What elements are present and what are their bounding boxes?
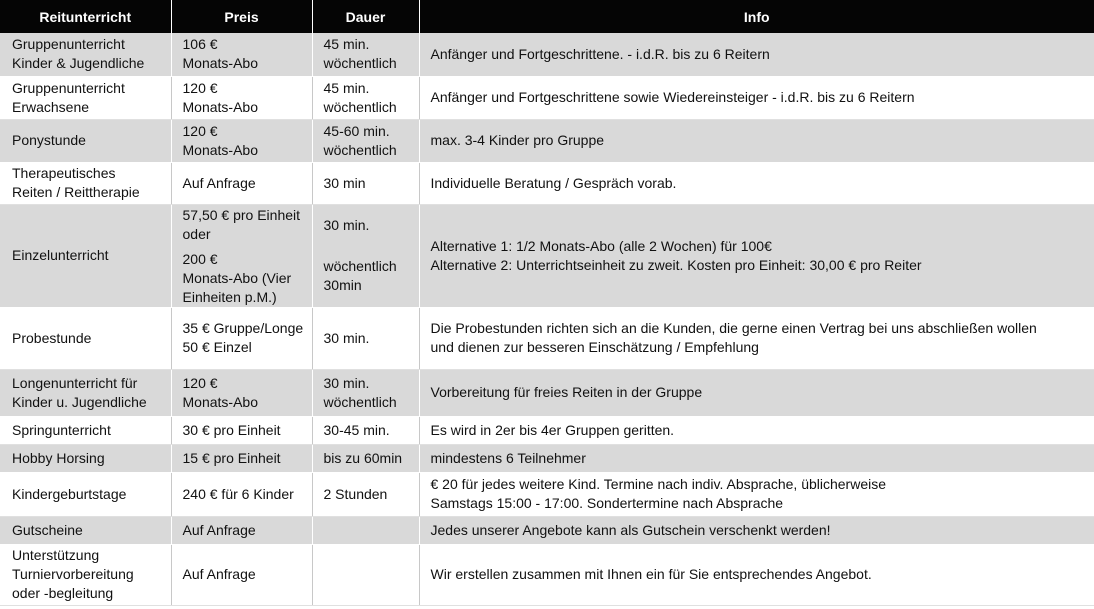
info-cell: mindestens 6 Teilnehmer <box>419 444 1094 472</box>
duration-cell: bis zu 60min <box>312 444 419 472</box>
price-cell: 57,50 € pro Einheit oder 200 € Monats-Abo (Vier Einheiten p.M.) <box>171 204 312 307</box>
info-cell: Es wird in 2er bis 4er Gruppen geritten. <box>419 416 1094 444</box>
course-cell: Ponystunde <box>0 119 171 162</box>
duration-cell: 30 min. wöchentlich <box>312 369 419 416</box>
info-cell: Alternative 1: 1/2 Monats-Abo (alle 2 Wochen) für 100€ Alternative 2: Unterrichtseinheit zu zweit. Kosten pro Einheit: 30,00 € pro Reiter <box>419 204 1094 307</box>
price-cell: Auf Anfrage <box>171 516 312 544</box>
header-duration: Dauer <box>312 0 419 33</box>
course-cell: Springunterricht <box>0 416 171 444</box>
course-cell: Gruppenunterricht Kinder & Jugendliche <box>0 33 171 76</box>
header-price: Preis <box>171 0 312 33</box>
table-row <box>0 119 1094 162</box>
info-cell: max. 3-4 Kinder pro Gruppe <box>419 119 1094 162</box>
price-cell: 120 € Monats-Abo <box>171 369 312 416</box>
price-cell: 35 € Gruppe/Longe 50 € Einzel <box>171 307 312 369</box>
duration-cell: 45 min. wöchentlich <box>312 76 419 119</box>
course-cell: Einzelunterricht <box>0 204 171 307</box>
info-cell: Individuelle Beratung / Gespräch vorab. <box>419 162 1094 204</box>
info-cell: Wir erstellen zusammen mit Ihnen ein für Sie entsprechendes Angebot. <box>419 544 1094 605</box>
duration-cell: 45-60 min. wöchentlich <box>312 119 419 162</box>
table-row <box>0 33 1094 76</box>
info-cell: Die Probestunden richten sich an die Kunden, die gerne einen Vertrag bei uns abschließen wollen und dienen zur besseren Einschätzung / Empfehlung <box>419 307 1094 369</box>
header-row <box>0 0 1094 33</box>
table-row <box>0 416 1094 444</box>
price-cell: 240 € für 6 Kinder <box>171 472 312 516</box>
price-cell: 15 € pro Einheit <box>171 444 312 472</box>
price-cell: 30 € pro Einheit <box>171 416 312 444</box>
course-cell: Gruppenunterricht Erwachsene <box>0 76 171 119</box>
table-row <box>0 76 1094 119</box>
duration-cell: 30 min. <box>312 307 419 369</box>
info-cell: Anfänger und Fortgeschrittene. - i.d.R. bis zu 6 Reitern <box>419 33 1094 76</box>
info-cell: € 20 für jedes weitere Kind. Termine nach indiv. Absprache, üblicherweise Samstags 15:00 - 17:00. Sondertermine nach Absprache <box>419 472 1094 516</box>
info-cell: Anfänger und Fortgeschrittene sowie Wiedereinsteiger - i.d.R. bis zu 6 Reitern <box>419 76 1094 119</box>
header-info: Info <box>419 0 1094 33</box>
table-row <box>0 162 1094 204</box>
price-cell: 120 € Monats-Abo <box>171 76 312 119</box>
price-cell: 106 € Monats-Abo <box>171 33 312 76</box>
price-cell: Auf Anfrage <box>171 544 312 605</box>
duration-cell <box>312 516 419 544</box>
course-cell: Probestunde <box>0 307 171 369</box>
price-cell: 120 € Monats-Abo <box>171 119 312 162</box>
duration-cell: 30-45 min. <box>312 416 419 444</box>
course-cell: Kindergeburtstage <box>0 472 171 516</box>
course-cell: Hobby Horsing <box>0 444 171 472</box>
table-row <box>0 544 1094 605</box>
table-row <box>0 307 1094 369</box>
table-row <box>0 204 1094 307</box>
header-course: Reitunterricht <box>0 0 171 33</box>
table-row <box>0 516 1094 544</box>
price-cell: Auf Anfrage <box>171 162 312 204</box>
duration-cell: 30 min <box>312 162 419 204</box>
course-cell: Therapeutisches Reiten / Reittherapie <box>0 162 171 204</box>
info-cell: Jedes unserer Angebote kann als Gutschein verschenkt werden! <box>419 516 1094 544</box>
table-row <box>0 444 1094 472</box>
duration-cell: 45 min. wöchentlich <box>312 33 419 76</box>
duration-cell: 2 Stunden <box>312 472 419 516</box>
table-row <box>0 369 1094 416</box>
table-row <box>0 472 1094 516</box>
duration-cell: 30 min. wöchentlich 30min <box>312 204 419 307</box>
info-cell: Vorbereitung für freies Reiten in der Gruppe <box>419 369 1094 416</box>
course-cell: Unterstützung Turniervorbereitung oder -begleitung <box>0 544 171 605</box>
course-cell: Longenunterricht für Kinder u. Jugendliche <box>0 369 171 416</box>
course-cell: Gutscheine <box>0 516 171 544</box>
duration-cell <box>312 544 419 605</box>
